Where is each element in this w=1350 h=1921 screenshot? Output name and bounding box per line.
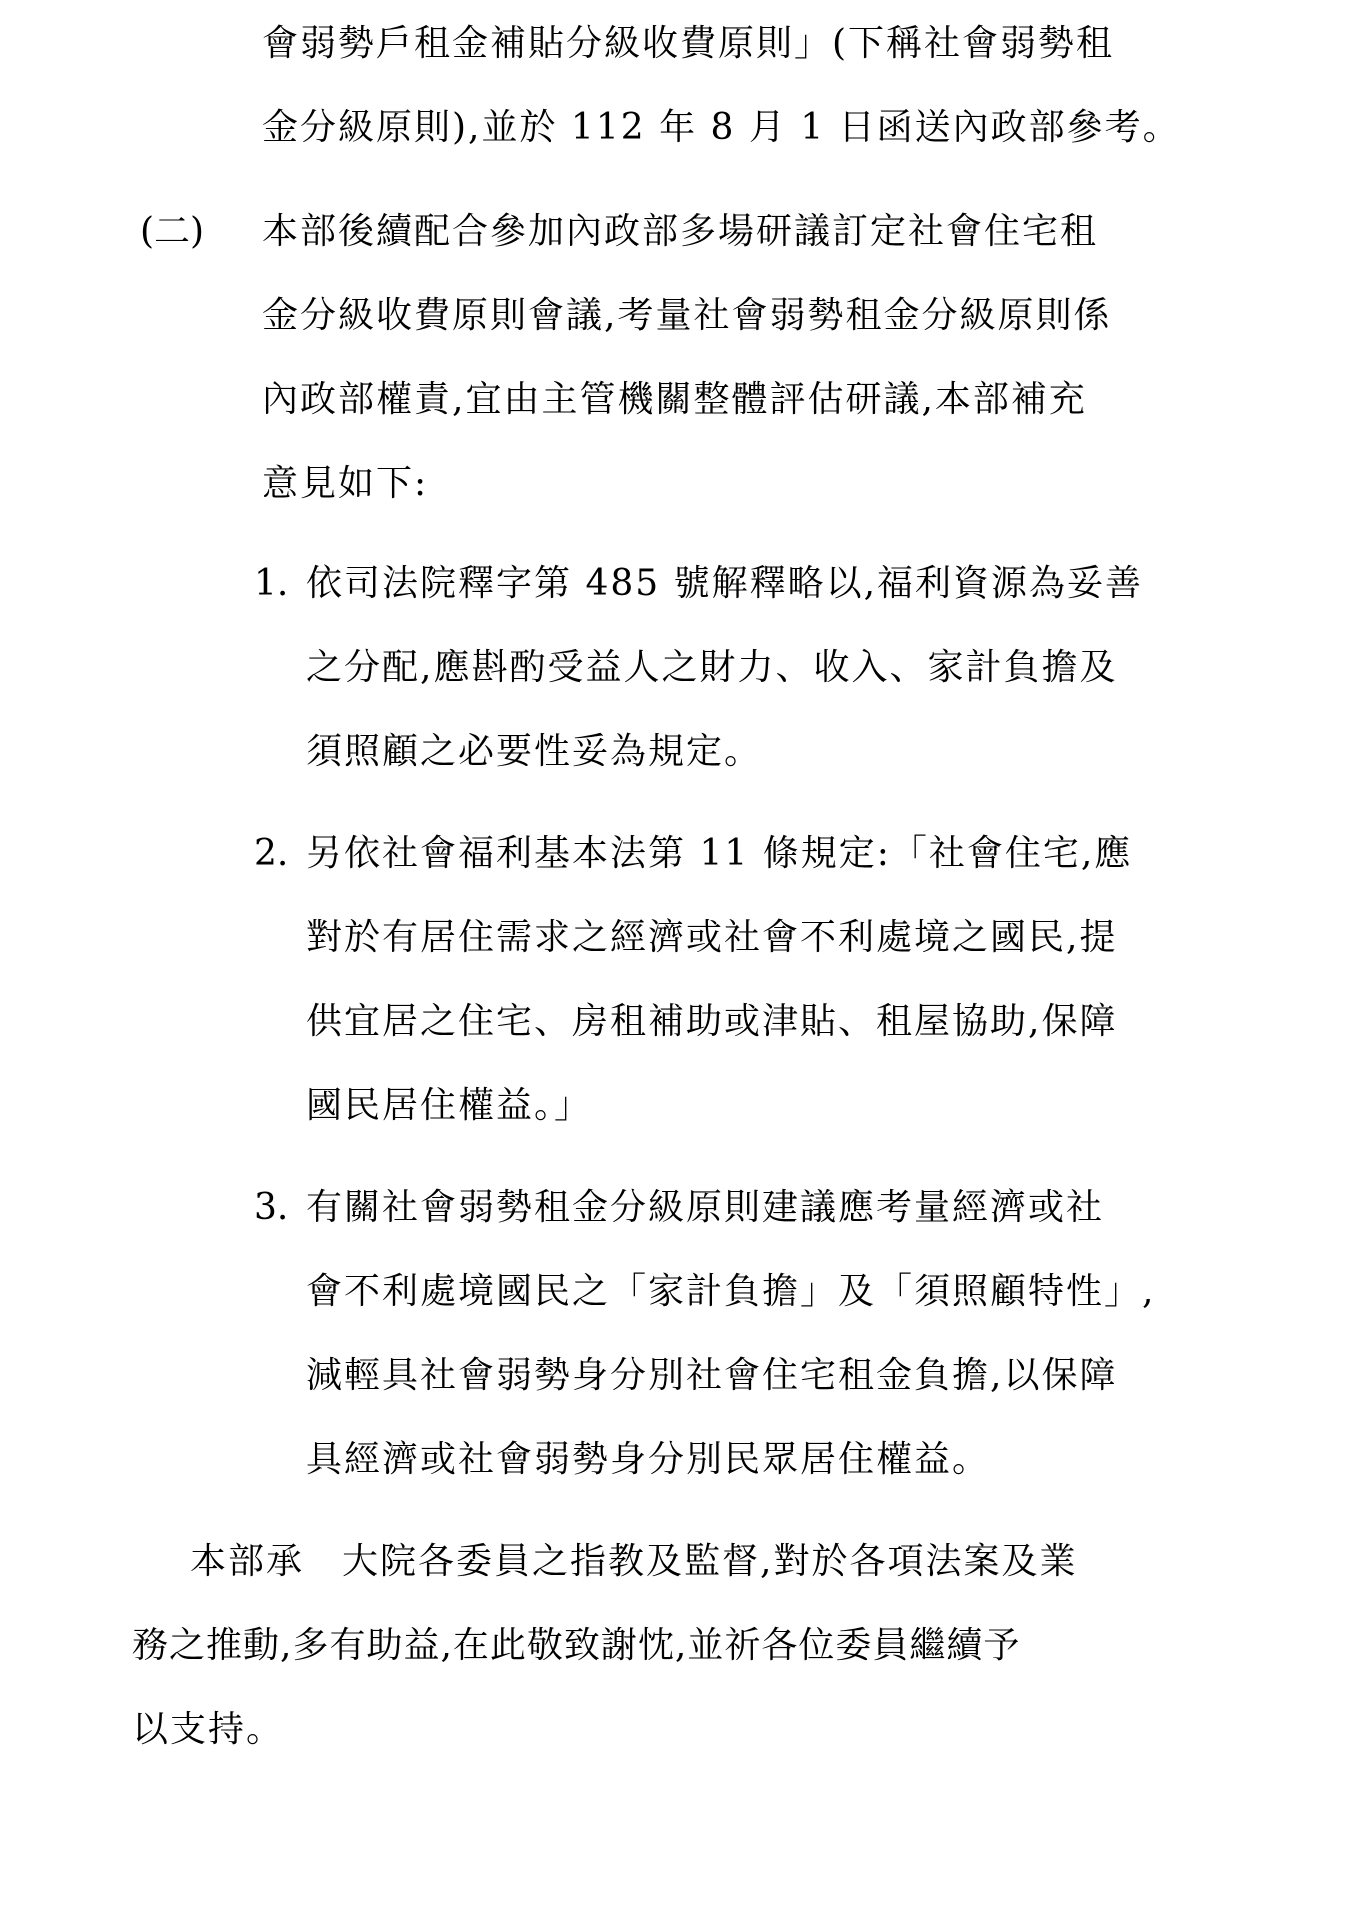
item-line: 之分配,應斟酌受益人之財力、收入、家計負擔及 xyxy=(306,647,1118,688)
item-line: 具經濟或社會弱勢身分別民眾居住權益。 xyxy=(306,1439,991,1480)
section-line: 內政部權責,宜由主管機關整體評估研議,本部補充 xyxy=(262,379,1087,420)
intro-line: 會弱勢戶租金補貼分級收費原則」(下稱社會弱勢租 xyxy=(262,23,1115,64)
item-line: 減輕具社會弱勢身分別社會住宅租金負擔,以保障 xyxy=(306,1355,1118,1396)
section-line: 意見如下: xyxy=(262,463,429,504)
section-marker: (二) xyxy=(140,211,205,252)
item-marker: 2. xyxy=(254,833,289,874)
closing-line: 務之推動,多有助益,在此敬致謝忱,並祈各位委員繼續予 xyxy=(132,1625,1021,1666)
item-line: 會不利處境國民之「家計負擔」及「須照顧特性」, xyxy=(306,1271,1156,1312)
item-line: 對於有居住需求之經濟或社會不利處境之國民,提 xyxy=(306,917,1118,958)
item-line: 依司法院釋字第 485 號解釋略以,福利資源為妥善 xyxy=(306,563,1144,604)
item-line: 須照顧之必要性妥為規定。 xyxy=(306,731,763,772)
item-line: 有關社會弱勢租金分級原則建議應考量經濟或社 xyxy=(306,1187,1105,1228)
closing-line: 本部承 大院各委員之指教及監督,對於各項法案及業 xyxy=(190,1541,1078,1582)
item-line: 國民居住權益。」 xyxy=(306,1085,593,1126)
intro-line: 金分級原則),並於 112 年 8 月 1 日函送內政部參考。 xyxy=(262,107,1181,148)
closing-line: 以支持。 xyxy=(132,1709,285,1750)
section-line: 本部後續配合參加內政部多場研議訂定社會住宅租 xyxy=(262,211,1099,252)
item-line: 供宜居之住宅、房租補助或津貼、租屋協助,保障 xyxy=(306,1001,1118,1042)
item-line: 另依社會福利基本法第 11 條規定:「社會住宅,應 xyxy=(306,833,1133,874)
section-line: 金分級收費原則會議,考量社會弱勢租金分級原則係 xyxy=(262,295,1112,336)
item-marker: 1. xyxy=(254,563,289,604)
item-marker: 3. xyxy=(254,1187,289,1228)
